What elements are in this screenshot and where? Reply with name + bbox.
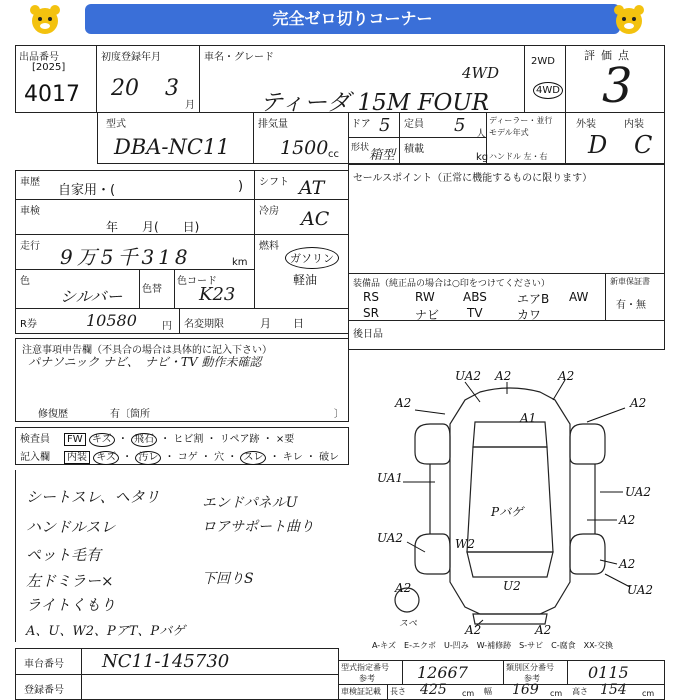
color-code-value: K23 <box>199 284 236 305</box>
reg-no-label: 登録番号 <box>24 685 64 696</box>
equipment-cell <box>348 273 606 321</box>
car-name: ティーダ 15M FOUR <box>260 90 490 116</box>
displacement-value: 1500 <box>280 137 329 159</box>
insp-chip: 飛石 <box>131 433 157 447</box>
chassis-label: 車台番号 <box>24 659 64 670</box>
inspector-label-1: 検査員 <box>20 434 50 445</box>
color-value: シルバー <box>60 287 123 306</box>
model-value: DBA-NC11 <box>114 135 230 159</box>
cert-label-cell <box>338 684 388 700</box>
mascot-bear-icon <box>612 3 646 37</box>
mark-6: UA1 <box>377 471 404 485</box>
ac-cell <box>254 199 349 235</box>
mileage-label: 走行 <box>20 241 40 252</box>
recycle-cell <box>15 308 180 334</box>
exterior-value: D <box>588 131 608 159</box>
model-cell <box>97 112 254 164</box>
recycle-value: 10580 <box>86 311 137 330</box>
ac-value: AC <box>301 208 330 230</box>
banner-title-bar <box>85 4 620 34</box>
fuel-label: 燃料 <box>259 241 279 252</box>
hw-left-3: ペット毛有 <box>26 546 102 564</box>
displacement-cell <box>253 112 349 164</box>
shape-cell <box>348 137 400 164</box>
lot-cell <box>15 45 97 113</box>
fuel-diesel: 軽油 <box>293 273 318 287</box>
color-code-cell <box>174 269 255 309</box>
banner <box>0 0 700 40</box>
drive-4wd: 4WD <box>533 82 563 99</box>
width-label: 幅 <box>484 687 492 696</box>
mark-13: UA2 <box>627 583 654 597</box>
warranty-value: 有・無 <box>616 300 646 311</box>
displacement-label: 排気量 <box>258 119 288 130</box>
lot-number: 4017 <box>24 82 80 107</box>
lot-label: 出品番号 <box>19 52 59 63</box>
name-cell <box>199 45 525 116</box>
recycle-unit: 円 <box>162 321 172 332</box>
insp-interior: 内装 <box>64 451 90 464</box>
name-change-cell <box>179 308 349 334</box>
inspection-value: 年 月( 日) <box>106 220 200 234</box>
inspection-cell <box>15 199 255 235</box>
insp-int-scratch: キズ <box>93 451 119 465</box>
fuel-cell <box>254 234 349 309</box>
equip-airbag: エアB <box>517 292 550 306</box>
shift-cell <box>254 170 349 200</box>
mileage-cell <box>15 234 255 270</box>
color-change-label: 色替 <box>142 284 162 295</box>
repair-label: 修復歴 <box>38 409 68 420</box>
hw-left-1: シートスレ、ヘタリ <box>26 488 160 506</box>
capacity-unit: 人 <box>476 129 486 140</box>
width-value: 169 <box>512 682 539 698</box>
equip-abs: ABS <box>463 290 487 304</box>
chassis-label-cell <box>15 648 82 675</box>
warranty-label: 新車保証書 <box>610 277 650 286</box>
length-value: 425 <box>420 682 447 698</box>
reg-no-value-cell <box>81 674 339 700</box>
height-unit: cm <box>642 689 655 698</box>
inspector-cell <box>15 427 349 465</box>
inspector-row-1: FW キズ ・ 飛石 ・ ヒビ割 ・ リペア跡 ・ ×要 <box>64 430 294 447</box>
color-code-label: 色コード <box>177 276 217 287</box>
insp-replace: ×要 <box>275 434 295 445</box>
inspector-row-2: 内装 キズ ・ 汚レ ・ コゲ ・ 穴 ・ スレ ・ キレ ・ 破レ <box>64 448 339 465</box>
hw-left-4: 左ドミラー× <box>26 572 114 590</box>
width-unit: cm <box>550 689 563 698</box>
name-label: 車名・グレード <box>204 52 274 63</box>
chassis-value: NC11-145730 <box>102 651 230 672</box>
capacity-value: 5 <box>454 115 466 136</box>
handwritten-area <box>15 470 350 642</box>
insp-dirt: 汚レ <box>135 451 161 465</box>
drive-handwritten: 4WD <box>462 64 499 82</box>
color-label: 色 <box>20 276 30 287</box>
mark-10: W2 <box>455 537 475 551</box>
interior-label: 内装 <box>624 119 644 130</box>
insp-hole: 穴 <box>214 452 225 463</box>
reg-year: 20 <box>111 76 139 101</box>
hw-right-1: エンドパネルU <box>202 495 298 511</box>
class-no-ref: 参考 <box>524 674 540 683</box>
reg-month: 3 <box>165 76 179 101</box>
usage-cell <box>15 170 255 200</box>
ac-label: 冷房 <box>259 206 279 217</box>
insp-fw: FW <box>64 433 86 446</box>
name-change-label: 名変期限 <box>184 319 224 330</box>
notes-label: 注意事項申告欄（不具合の場合は具体的に記入下さい） <box>22 345 272 356</box>
dealer-label: ディーラー・並行 <box>489 116 553 125</box>
hw-left-5: ライトくもり <box>26 596 116 614</box>
warranty-cell <box>605 273 665 321</box>
type-no-ref: 参考 <box>359 674 375 683</box>
drive-cell <box>524 45 566 113</box>
usage-value: 自家用・( <box>58 183 116 198</box>
model-code-label: モデル年式 <box>489 128 529 137</box>
type-no-value-cell <box>402 660 504 685</box>
mark-15: A2 <box>395 581 412 595</box>
length-label: 長さ <box>390 687 406 696</box>
mark-9: Pバゲ <box>491 505 524 519</box>
rating-label: 評価点 <box>584 49 635 62</box>
mark-11: UA2 <box>377 531 404 545</box>
repair-close: 〕 <box>334 409 344 420</box>
rating-cell <box>565 45 665 113</box>
rating-value: 3 <box>602 58 633 114</box>
dealer-cell <box>486 112 566 164</box>
insp-scratch: キズ <box>89 433 115 447</box>
mascot-bear-icon <box>28 3 62 37</box>
notes-text: パナソニック ナビ、 ナビ・TV 動作未確認 <box>28 355 262 369</box>
equipment-label: 装備品（純正品の場合は○印をつけてください） <box>353 279 550 289</box>
ext-int-cell <box>565 112 665 164</box>
inspection-label: 車検 <box>20 206 40 217</box>
usage-close: ) <box>238 179 244 194</box>
class-no-value: 0115 <box>588 663 629 682</box>
car-damage-diagram <box>355 352 665 642</box>
reg-month-unit: 月 <box>185 100 195 111</box>
insp-burn: コゲ <box>177 452 198 463</box>
drive-2wd: 2WD <box>531 56 555 67</box>
equip-navi: ナビ <box>415 308 440 322</box>
name-change-value: 月 日 <box>260 317 304 330</box>
interior-value: C <box>634 131 653 159</box>
mileage-value: 9万5千318 <box>60 245 192 269</box>
sales-point-cell <box>348 164 665 274</box>
shape-value: 箱型 <box>369 148 396 163</box>
mark-8: A2 <box>619 513 636 527</box>
cert-label: 車検証記載 <box>341 687 381 696</box>
mark-1: UA2 <box>455 369 482 383</box>
model-label: 型式 <box>106 119 126 130</box>
hw-left-2: ハンドルスレ <box>26 518 116 536</box>
doors-label: ドア <box>351 119 371 130</box>
capacity-label: 定員 <box>404 119 424 130</box>
color-change-cell <box>139 269 175 309</box>
banner-title: 完全ゼロ切りコーナー <box>272 9 433 28</box>
type-no-value: 12667 <box>417 663 468 682</box>
mark-4: A2 <box>630 396 647 410</box>
lot-year: [2025] <box>32 62 66 73</box>
type-no-label-cell <box>338 660 403 685</box>
after-items-label: 後日品 <box>353 329 383 340</box>
type-no-label: 型式指定番号 <box>341 663 389 672</box>
height-value: 154 <box>600 682 627 698</box>
color-cell <box>15 269 140 309</box>
displacement-unit: cc <box>328 149 339 160</box>
shape-label: 形状 <box>351 143 370 153</box>
mark-7: UA2 <box>625 485 652 499</box>
fuel-gasoline: ガソリン <box>285 247 339 269</box>
equip-rs: RS <box>363 290 379 304</box>
notes-cell <box>15 338 349 422</box>
mark-14: U2 <box>503 579 521 593</box>
load-label: 積載 <box>404 144 424 155</box>
equip-tv: TV <box>467 306 483 320</box>
recycle-label: R券 <box>20 319 37 330</box>
usage-label: 車歴 <box>20 177 40 188</box>
sales-point-label: セールスポイント（正常に機能するものに限ります） <box>353 173 593 184</box>
hw-right-3: 下回りS <box>202 571 254 587</box>
mark-0: A2 <box>395 396 412 410</box>
equip-rw: RW <box>415 290 435 304</box>
shift-value: AT <box>299 177 325 199</box>
equip-sr: SR <box>363 306 379 320</box>
handle-label: ハンドル 左・右 <box>489 152 548 161</box>
equip-leather: カワ <box>517 308 542 322</box>
insp-crack: ヒビ割 <box>173 434 204 445</box>
mark-17: A2 <box>535 623 552 637</box>
length-unit: cm <box>462 689 475 698</box>
hw-right-2: ロアサポート曲り <box>202 519 314 535</box>
height-label: 高さ <box>572 687 588 696</box>
doors-value: 5 <box>379 115 391 136</box>
load-cell <box>399 137 487 164</box>
equip-aw: AW <box>569 290 589 304</box>
exterior-label: 外装 <box>576 119 596 130</box>
chassis-value-cell <box>81 648 339 675</box>
insp-cut: キレ <box>282 452 303 463</box>
class-no-label: 類別区分番号 <box>506 663 554 672</box>
capacity-cell <box>399 112 487 138</box>
reg-no-label-cell <box>15 674 82 700</box>
mark-5: A1 <box>520 411 537 425</box>
mark-16: A2 <box>465 623 482 637</box>
mark-3: A2 <box>558 369 575 383</box>
reg-label: 初度登録年月 <box>101 52 161 63</box>
shift-label: シフト <box>259 177 289 188</box>
dimensions-cell <box>387 684 665 700</box>
reg-cell <box>96 45 200 113</box>
insp-tear: 破レ <box>319 452 340 463</box>
insp-repair: リペア跡 <box>219 434 260 445</box>
mark-12: A2 <box>619 557 636 571</box>
mileage-unit: km <box>232 257 248 268</box>
mark-18: スペ <box>399 619 418 629</box>
doors-cell <box>348 112 400 138</box>
load-unit: kg <box>476 152 489 163</box>
insp-wear: スレ <box>240 451 266 465</box>
hw-left-6: A、U、W2、PアT、Pバゲ <box>26 624 186 639</box>
repair-value: 有〔箇所 <box>110 409 150 420</box>
diagram-legend: A-キズ E-エクボ U-凹み W-補修跡 S-サビ C-腐食 XX-交換 <box>372 641 614 650</box>
after-items-cell <box>348 320 665 350</box>
inspector-label-2: 記入欄 <box>20 452 50 463</box>
mark-2: A2 <box>495 369 512 383</box>
